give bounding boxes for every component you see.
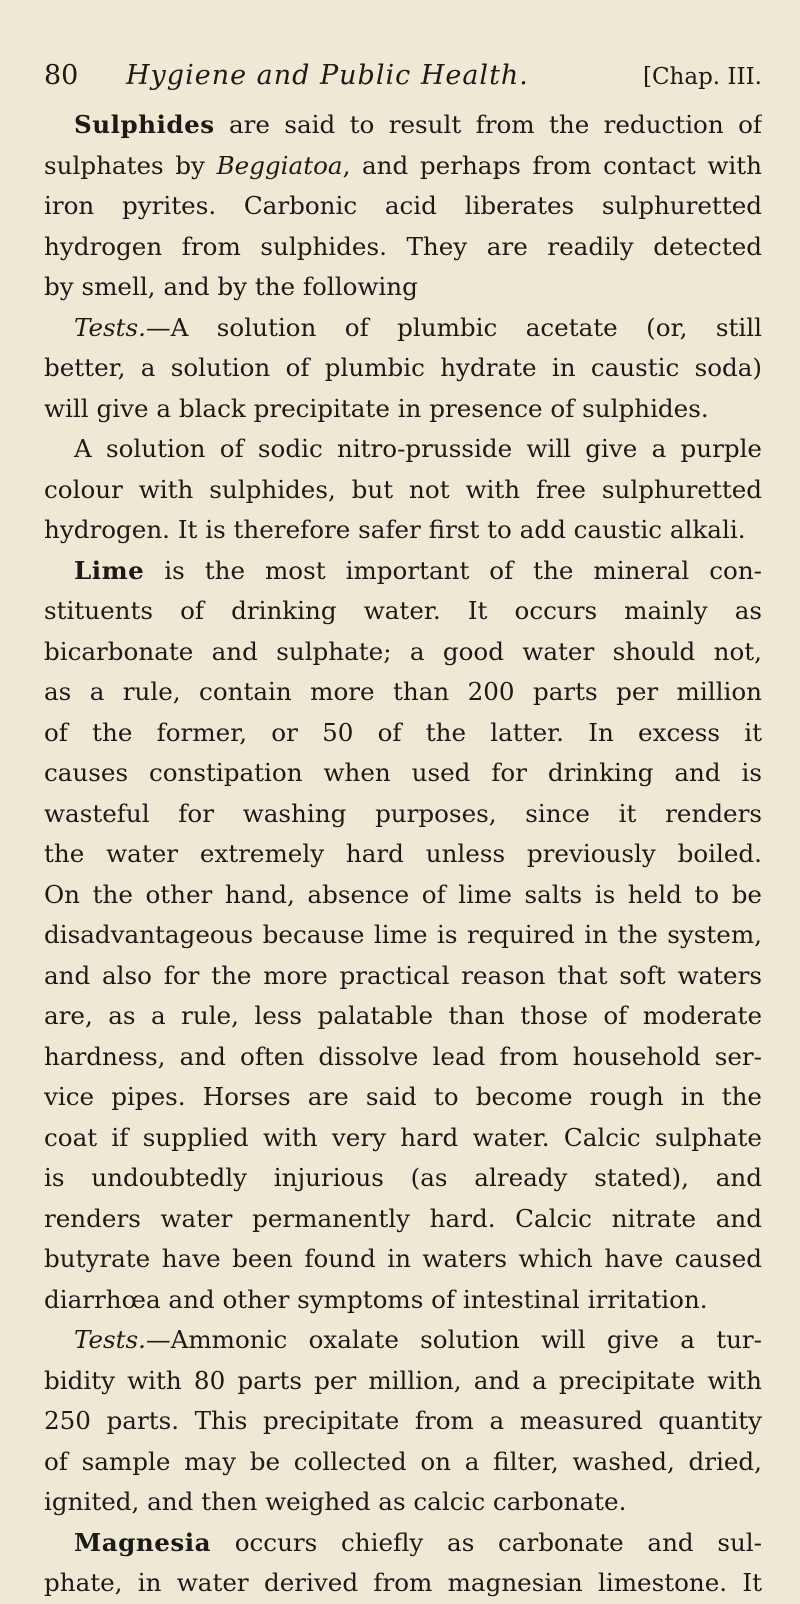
text-run: causes constipation when used for drinking and is — [44, 758, 762, 787]
text-line — [44, 470, 762, 511]
text-line — [44, 1523, 762, 1564]
running-head — [44, 56, 762, 97]
section-heading: Sulphides — [74, 110, 215, 139]
text-run: —A solution of plumbic acetate (or, still — [146, 312, 762, 342]
body-text — [44, 105, 762, 1604]
text-line — [44, 186, 762, 227]
text-line — [44, 389, 762, 430]
text-run: are said to result from the reduction of — [214, 110, 762, 139]
text-run: 250 parts. This precipitate from a measured quantity — [44, 1406, 762, 1435]
text-line — [44, 551, 762, 592]
italic-term: Beggiatoa — [216, 150, 343, 180]
text-line — [44, 713, 762, 754]
text-run: iron pyrites. Carbonic acid liberates sulphuretted — [44, 191, 762, 220]
text-run: as a rule, contain more than 200 parts per million — [44, 677, 762, 706]
text-line — [44, 510, 762, 551]
text-line — [44, 1320, 762, 1361]
text-run: ignited, and then weighed as calcic carbonate. — [44, 1487, 627, 1516]
text-run: sulphates by — [44, 150, 217, 180]
text-line — [44, 1401, 762, 1442]
text-run: diarrhœa and other symptoms of intestinal irritation. — [44, 1284, 708, 1314]
text-line — [44, 591, 762, 632]
text-line — [44, 348, 762, 389]
text-run: —Ammonic oxalate solution will give a tur- — [146, 1325, 762, 1354]
text-run: wasteful for washing purposes, since it renders — [44, 798, 762, 828]
text-line — [44, 1199, 762, 1240]
text-line — [44, 1482, 762, 1523]
text-run: are, as a rule, less palatable than those of moderate — [44, 1001, 762, 1030]
text-line — [44, 915, 762, 956]
text-line — [44, 1118, 762, 1159]
text-run: occurs chiefly as carbonate and sul- — [211, 1527, 762, 1557]
text-line — [44, 1037, 762, 1078]
text-run: of the former, or 50 of the latter. In excess it — [44, 717, 762, 747]
section-heading: Lime — [74, 555, 145, 585]
text-run: of sample may be collected on a filter, washed, dried, — [44, 1446, 762, 1476]
text-line — [44, 146, 762, 187]
text-run: butyrate have been found in waters which have caused — [44, 1244, 762, 1273]
text-run: stituents of drinking water. It occurs mainly as — [44, 596, 762, 625]
text-run: coat if supplied with very hard water. Calcic sulphate — [44, 1122, 762, 1152]
text-run: is the most important of the mineral con- — [144, 555, 762, 585]
chapter-label: [Chap. III. — [642, 64, 762, 90]
text-run: the water extremely hard unless previously boiled. — [44, 839, 762, 868]
text-line — [44, 429, 762, 470]
text-line — [44, 1563, 762, 1604]
italic-term: Tests. — [74, 312, 146, 342]
text-run: and also for the more practical reason that soft waters — [44, 960, 762, 990]
text-line — [44, 1239, 762, 1280]
text-line — [44, 1442, 762, 1483]
text-run: renders water permanently hard. Calcic nitrate and — [44, 1203, 762, 1233]
text-line — [44, 1280, 762, 1321]
text-line — [44, 1077, 762, 1118]
italic-term: Tests. — [74, 1325, 146, 1354]
text-line — [44, 632, 762, 673]
text-run: bidity with 80 parts per million, and a precipitate with — [44, 1365, 762, 1395]
text-run: disadvantageous because lime is required in the system, — [44, 920, 762, 949]
text-run: hydrogen. It is therefore safer first to add caustic alkali. — [44, 515, 746, 544]
text-line — [44, 672, 762, 713]
text-line — [44, 1158, 762, 1199]
text-run: is undoubtedly injurious (as already stated), and — [44, 1163, 762, 1192]
text-line — [44, 227, 762, 268]
text-line — [44, 308, 762, 349]
section-heading: Magnesia — [74, 1527, 212, 1557]
text-run: On the other hand, absence of lime salts is held to be — [44, 879, 762, 909]
text-line — [44, 1361, 762, 1402]
text-line — [44, 996, 762, 1037]
text-line — [44, 267, 762, 308]
text-run: A solution of sodic nitro-prusside will give a purple — [74, 434, 762, 463]
text-run: vice pipes. Horses are said to become rough in the — [44, 1082, 762, 1111]
text-run: better, a solution of plumbic hydrate in caustic soda) — [44, 353, 762, 382]
text-line — [44, 753, 762, 794]
text-run: colour with sulphides, but not with free sulphuretted — [44, 474, 762, 504]
text-run: by smell, and by the following — [44, 272, 418, 301]
text-line — [44, 794, 762, 835]
text-run: hardness, and often dissolve lead from household ser- — [44, 1041, 762, 1071]
text-line — [44, 834, 762, 875]
text-run: bicarbonate and sulphate; a good water should not, — [44, 636, 762, 666]
text-line — [44, 875, 762, 916]
text-line — [44, 956, 762, 997]
text-run: , and perhaps from contact with — [342, 150, 762, 180]
text-run: will give a black precipitate in presence of sulphides. — [44, 393, 709, 423]
running-title: Hygiene and Public Health. — [126, 60, 529, 91]
page-number: 80 — [44, 60, 79, 91]
text-run: hydrogen from sulphides. They are readily detected — [44, 231, 762, 261]
text-run: phate, in water derived from magnesian limestone. It — [44, 1568, 762, 1597]
text-line — [44, 105, 762, 146]
